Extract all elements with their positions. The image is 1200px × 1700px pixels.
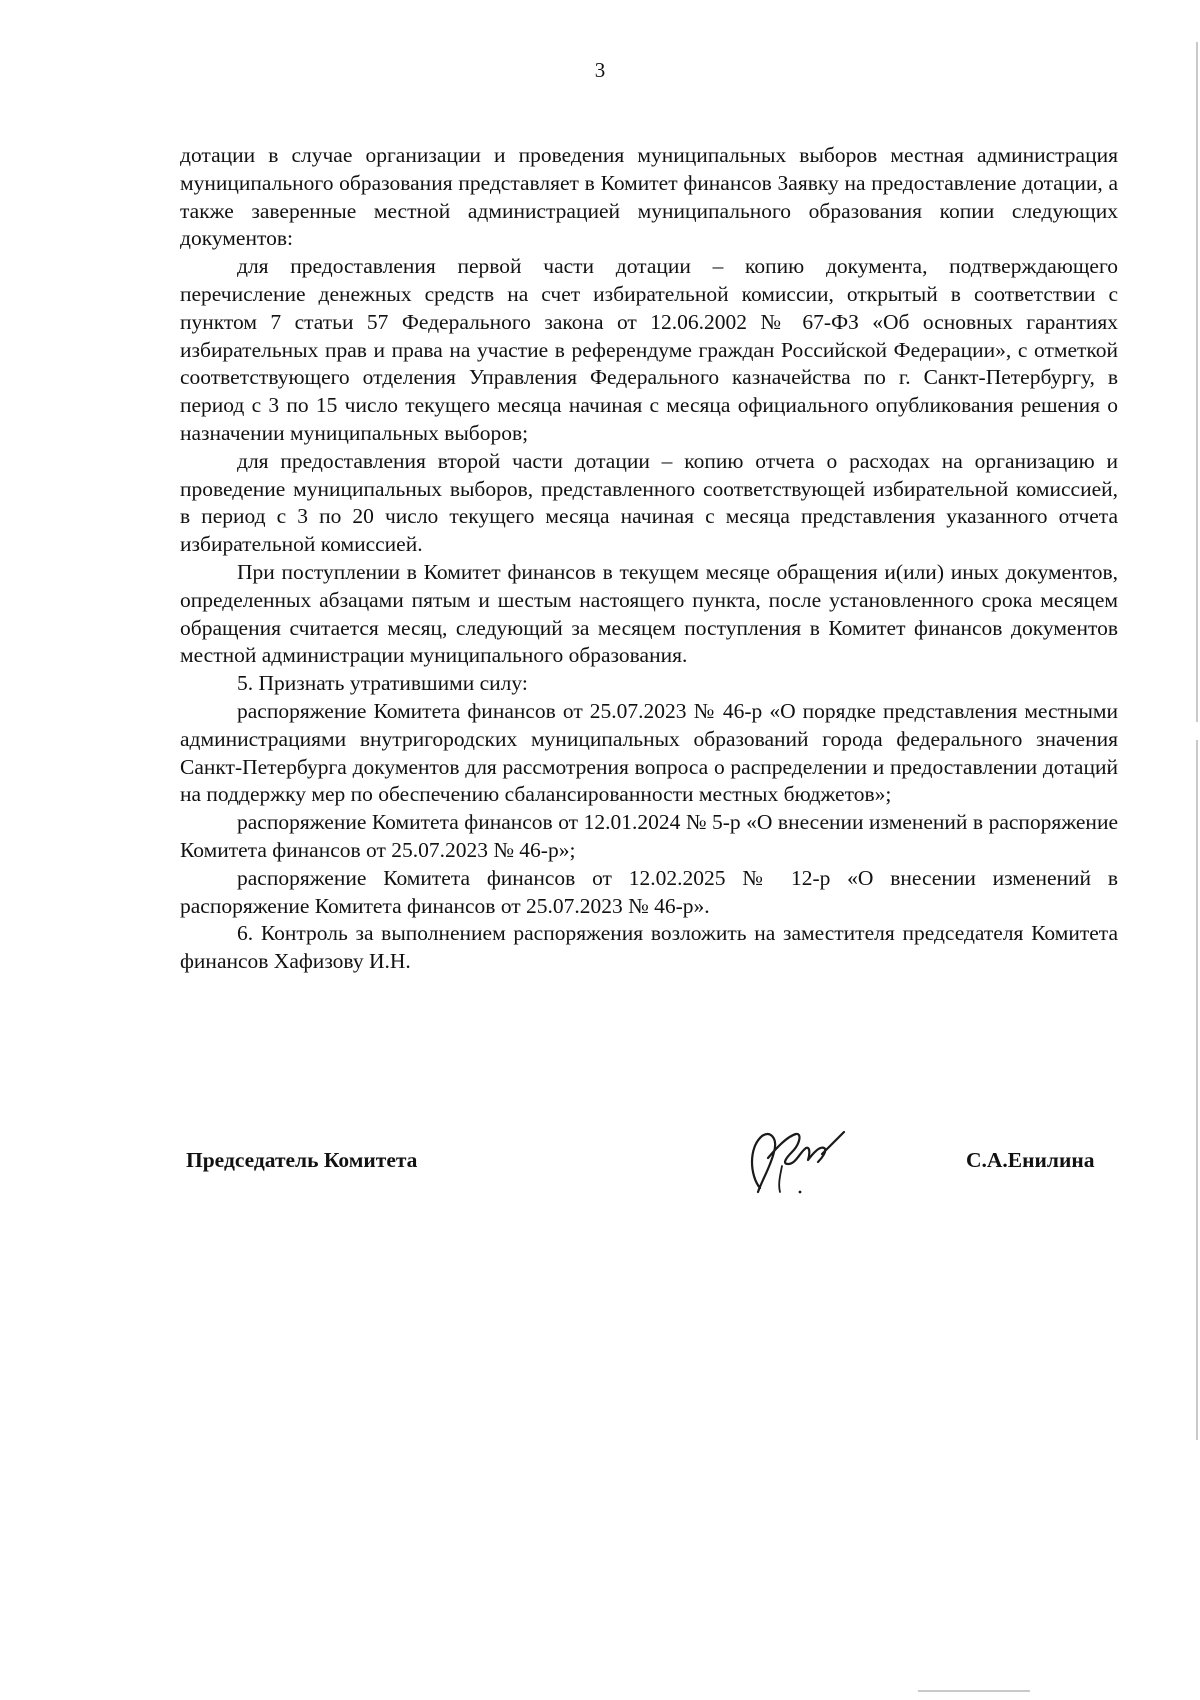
scan-edge-line — [1196, 740, 1198, 1440]
paragraph-intro: дотации в случае организации и проведения муниципальных выборов местная администрация муниципального образования представляет в Комитет финансов Заявку на предоставление дотации, а также заверенные местной администрацией муниципального образования копии следующих документов: — [180, 143, 1118, 251]
signature-block — [0, 1118, 1200, 1218]
paragraph-repealed-46r: распоряжение Комитета финансов от 25.07.2023 № 46-р «О порядке представления местными администрациями внутригородских муниципальных образований города федерального значения Санкт-Петербурга документов для рассмотрения вопроса о распределении и предоставлении дотаций на поддержку мер по обеспечению сбалансированности местных бюджетов»; — [180, 698, 1118, 807]
signatory-title: Председатель Комитета — [186, 1148, 418, 1172]
paragraph-second-part: для предоставления второй части дотации – копию отчета о расходах на организацию и проведение муниципальных выборов, представленного соответствующей избирательной комиссией, в период с 3 по 20 число текущего месяца начиная с месяца представления указанного отчета избирательной комиссией. — [180, 448, 1118, 557]
scan-edge-line — [918, 1690, 1030, 1692]
handwritten-signature — [738, 1118, 858, 1206]
page-number: 3 — [594, 58, 606, 82]
paragraph-repealed-5r: распоряжение Комитета финансов от 12.01.2024 № 5-р «О внесении изменений в распоряжение Комитета финансов от 25.07.2023 № 46-р»; — [180, 810, 1118, 862]
signatory-name: С.А.Енилина — [966, 1148, 1095, 1172]
scan-edge-line — [1196, 42, 1198, 722]
paragraph-repealed-12r: распоряжение Комитета финансов от 12.02.2025 № 12-р «О внесении изменений в распоряжение Комитета финансов от 25.07.2023 № 46-р». — [180, 865, 1118, 918]
paragraph-item-5: 5. Признать утратившими силу: — [237, 671, 528, 696]
document-body — [180, 142, 1118, 976]
paragraph-first-part: для предоставления первой части дотации – копию документа, подтверждающего перечисление денежных средств на счет избирательной комиссии, открытый в соответствии с пунктом 7 статьи 57 Федерального закона от 12.06.2002 № 67-ФЗ «Об основных гарантиях избирательных прав и права на участие в референдуме граждан Российской Федерации», с отметкой соответствующего отделения Управления Федерального казначейства по г. Санкт-Петербургу, в период с 3 по 15 число текущего месяца начиная с месяца официального опубликования решения о назначении муниципальных выборов; — [180, 254, 1118, 445]
paragraph-submission-month: При поступлении в Комитет финансов в текущем месяце обращения и(или) иных документов, определенных абзацами пятым и шестым настоящего пункта, после установленного срока месяцем обращения считается месяц, следующий за месяцем поступления в Комитет финансов документов местной администрации муниципального образования. — [180, 559, 1118, 668]
paragraph-item-6: 6. Контроль за выполнением распоряжения возложить на заместителя председателя Комитета финансов Хафизову И.Н. — [180, 921, 1118, 974]
